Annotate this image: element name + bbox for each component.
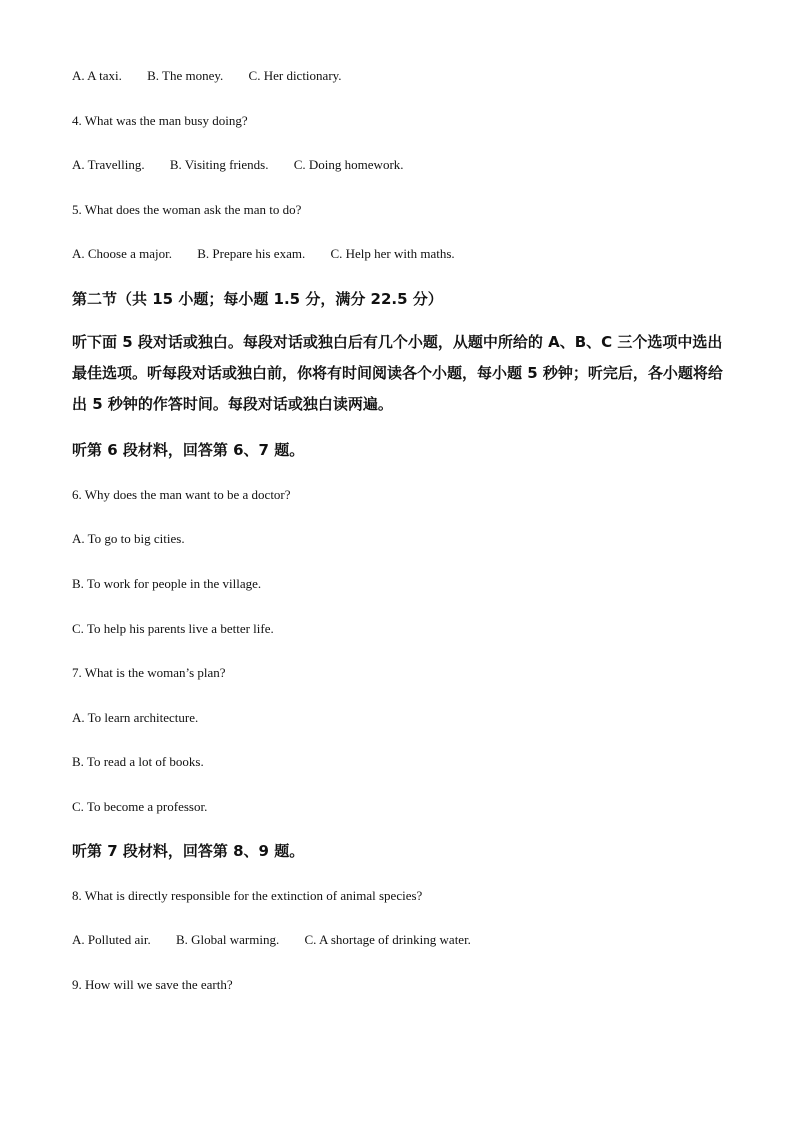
q7-option-a: A. To learn architecture. [72, 710, 199, 725]
q6-option-a: A. To go to big cities. [72, 531, 185, 546]
q5-option-b: B. Prepare his exam. [197, 246, 306, 261]
section2-instructions: 听下面 5 段对话或独白。每段对话或独白后有几个小题，从题中所给的 A、B、C 三个选项中选出最佳选项。听每段对话或独白前，你将有时间阅读各个小题，每小题 5 秒钟；听完后，各小题将给出 5 秒钟的作答时间。每段对话或独白读两遍。 [72, 333, 723, 413]
q5-option-a: A. Choose a major. [72, 246, 173, 261]
q8-option-a: A. Polluted air. [72, 932, 151, 947]
q4-option-c: C. Doing homework. [293, 157, 404, 172]
q7-option-b: B. To read a lot of books. [72, 754, 204, 769]
q3-option-c: C. Her dictionary. [248, 68, 342, 83]
q4-option-b: B. Visiting friends. [169, 157, 269, 172]
q9-question: 9. How will we save the earth? [72, 977, 233, 992]
q5-option-c: C. Help her with maths. [330, 246, 455, 261]
q8-options [72, 931, 493, 949]
material7-heading: 听第 7 段材料，回答第 8、9 题。 [72, 842, 305, 860]
q3-option-a: A. A taxi. [72, 68, 122, 83]
q8-question: 8. What is directly responsible for the extinction of animal species? [72, 888, 423, 903]
q5-question: 5. What does the woman ask the man to do? [72, 202, 302, 217]
q7-question: 7. What is the woman’s plan? [72, 665, 226, 680]
q6-question: 6. Why does the man want to be a doctor? [72, 487, 291, 502]
q6-option-c: C. To help his parents live a better life. [72, 621, 274, 636]
q5-options [72, 245, 477, 263]
q7-option-c: C. To become a professor. [72, 799, 208, 814]
q4-options [72, 156, 426, 174]
q8-option-c: C. A shortage of drinking water. [304, 932, 471, 947]
q3-option-b: B. The money. [147, 68, 224, 83]
q8-option-b: B. Global warming. [175, 932, 280, 947]
q4-question: 4. What was the man busy doing? [72, 113, 248, 128]
q4-option-a: A. Travelling. [72, 157, 145, 172]
q3-options [72, 67, 364, 85]
q6-option-b: B. To work for people in the village. [72, 576, 262, 591]
section2-heading: 第二节（共 15 小题；每小题 1.5 分，满分 22.5 分） [72, 290, 443, 308]
material6-heading: 听第 6 段材料，回答第 6、7 题。 [72, 441, 305, 459]
